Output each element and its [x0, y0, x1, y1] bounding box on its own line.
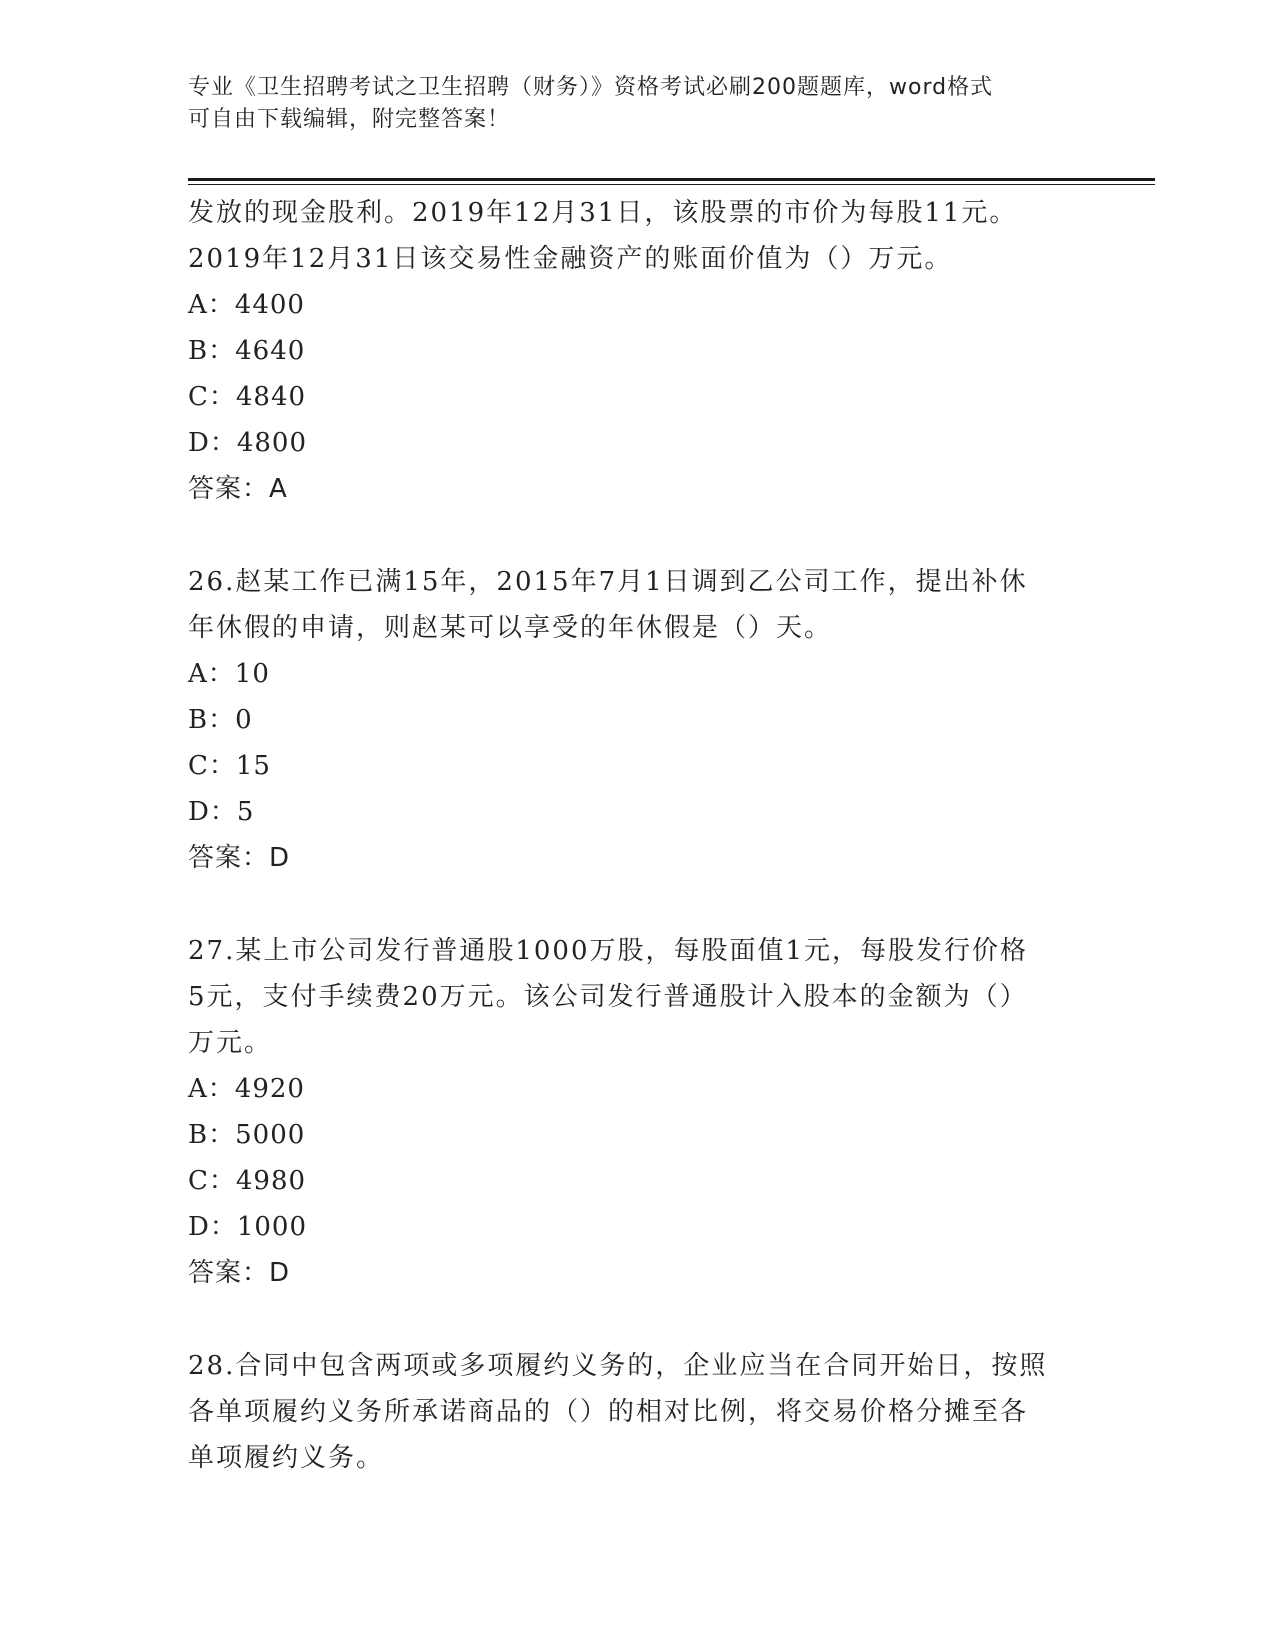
option-c: C：4980 [188, 1166, 307, 1196]
question-text-line: 5元，支付手续费20万元。该公司发行普通股计入股本的金额为（） [188, 982, 1028, 1012]
option-a: A：4400 [188, 290, 305, 320]
option-a: A：4920 [188, 1074, 305, 1104]
header-title-line-1: 专业《卫生招聘考试之卫生招聘（财务）》资格考试必刷200题题库，word格式 [188, 75, 994, 100]
page-header [188, 72, 1068, 136]
question-26 [188, 559, 1088, 881]
option-d: D：5 [188, 797, 255, 827]
question-text-line: 27.某上市公司发行普通股1000万股，每股面值1元，每股发行价格 [188, 936, 1029, 966]
question-28 [188, 1343, 1088, 1481]
question-text-line: 26.赵某工作已满15年，2015年7月1日调到乙公司工作，提出补休 [188, 567, 1028, 597]
answer-text: 答案：D [188, 843, 291, 873]
question-27 [188, 928, 1088, 1296]
answer-text: 答案：D [188, 1258, 291, 1288]
question-text-line: 各单项履约义务所承诺商品的（）的相对比例，将交易价格分摊至各 [188, 1397, 1029, 1427]
header-divider-thin [188, 184, 1155, 185]
question-text-line: 单项履约义务。 [188, 1443, 385, 1473]
option-a: A：10 [188, 659, 270, 689]
question-text-line: 万元。 [188, 1028, 273, 1058]
question-text-line: 年休假的申请，则赵某可以享受的年休假是（）天。 [188, 613, 833, 643]
header-title-line-2: 可自由下载编辑，附完整答案！ [188, 107, 511, 132]
option-c: C：15 [188, 751, 271, 781]
option-b: B：4640 [188, 336, 306, 366]
option-d: D：1000 [188, 1212, 308, 1242]
question-text-line: 28.合同中包含两项或多项履约义务的，企业应当在合同开始日，按照 [188, 1351, 1048, 1381]
question-25 [188, 190, 1088, 512]
option-c: C：4840 [188, 382, 307, 412]
option-b: B：5000 [188, 1120, 306, 1150]
question-text-line: 2019年12月31日该交易性金融资产的账面价值为（）万元。 [188, 244, 953, 274]
spacer [188, 512, 1088, 559]
spacer [188, 881, 1088, 928]
header-divider-thick [188, 178, 1155, 181]
option-b: B：0 [188, 705, 253, 735]
spacer [188, 1296, 1088, 1343]
answer-text: 答案：A [188, 474, 288, 504]
option-d: D：4800 [188, 428, 308, 458]
question-text-line: 发放的现金股利。2019年12月31日，该股票的市价为每股11元。 [188, 198, 1018, 228]
question-list [188, 190, 1088, 1481]
